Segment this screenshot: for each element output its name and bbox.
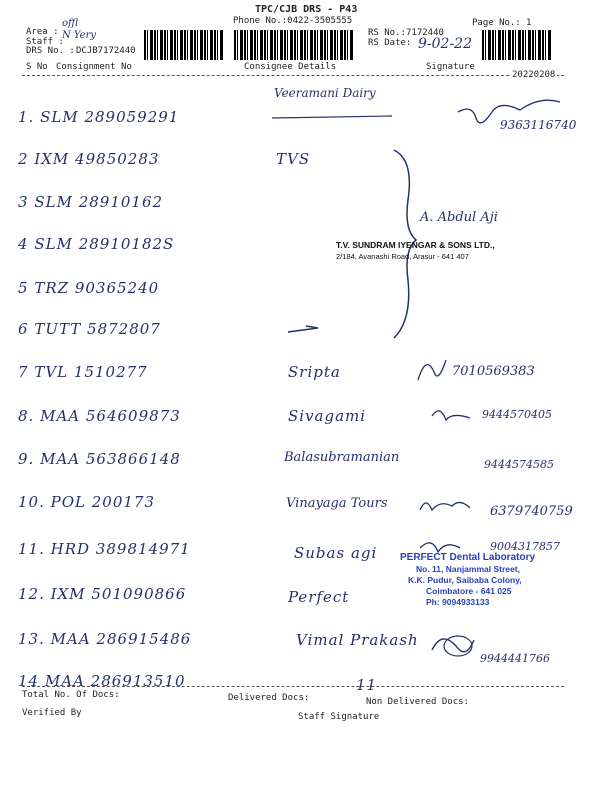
phone-number: Phone No.:0422-3505555 xyxy=(233,16,353,26)
area-value: offl xyxy=(62,18,78,29)
col-header-consignment: Consignment No xyxy=(56,62,132,72)
verified-by-label: Verified By xyxy=(22,708,82,718)
drs-value: DCJB7172440 xyxy=(76,46,136,56)
row-7-consignee: Sripta xyxy=(288,363,341,381)
row-11-consignment: HRD 389814971 xyxy=(50,540,191,558)
page-value: 1 xyxy=(526,18,532,28)
row-13-consignee: Vimal Prakash xyxy=(296,631,419,649)
perfect-stamp-line3: K.K. Pudur, Saibaba Colony, xyxy=(408,575,522,585)
row-5-consignment: TRZ 90365240 xyxy=(34,279,160,297)
row-8-consignee: Sivagami xyxy=(288,407,367,425)
tvs-stamp-line2: 2/184, Avanashi Road, Arasur - 641 407 xyxy=(336,252,469,261)
staff-signature-label: Staff Signature xyxy=(298,712,380,722)
row-4-consignment: SLM 28910182S xyxy=(34,235,175,253)
date-code: 20220208 xyxy=(512,70,556,80)
row-6-number: 6 xyxy=(18,320,29,338)
row-7-signature: 7010569383 xyxy=(452,364,535,379)
staff-label: Staff : xyxy=(26,37,64,47)
row-1-consignment: SLM 289059291 xyxy=(40,108,180,126)
row-11-signature: 9004317857 xyxy=(490,540,560,553)
area-label: Area : xyxy=(26,27,59,37)
row-2-consignment: IXM 49850283 xyxy=(34,150,160,168)
row-13-number: 13. xyxy=(18,630,45,648)
row-2-number: 2 xyxy=(18,150,29,168)
drs-label: DRS No. : xyxy=(26,46,75,56)
tvs-stamp-line1: T.V. SUNDRAM IYENGAR & SONS LTD., xyxy=(336,240,495,250)
perfect-stamp-line4: Coimbatore - 641 025 xyxy=(426,586,512,596)
rs-date-value: 9-02-22 xyxy=(418,36,472,52)
row-7-number: 7 xyxy=(18,363,29,381)
row-10-signature: 6379740759 xyxy=(490,504,573,519)
rs-date-label: RS Date: xyxy=(368,38,412,48)
row-1-consignee: Veeramani Dairy xyxy=(274,86,376,100)
row-7-consignment: TVL 1510277 xyxy=(34,363,148,381)
row-13-consignment: MAA 286915486 xyxy=(50,630,192,648)
row-12-consignee: Perfect xyxy=(288,588,350,606)
col-header-consignee: Consignee Details xyxy=(244,62,337,72)
rs-no-label: RS No.: xyxy=(368,28,406,38)
page-label: Page No.: xyxy=(472,18,521,28)
perfect-stamp-line2: No. 11, Nanjammal Street, xyxy=(416,564,520,574)
row-6-consignment: TUTT 5872807 xyxy=(34,320,161,338)
row-10-consignment: POL 200173 xyxy=(50,493,156,511)
row-3-signature: A. Abdul Aji xyxy=(420,210,498,225)
row-3-consignment: SLM 28910162 xyxy=(34,193,164,211)
row-1-signature: 9363116740 xyxy=(500,118,577,132)
row-9-number: 9. xyxy=(18,450,35,468)
delivered-docs-label: Delivered Docs: xyxy=(228,693,310,703)
row-14-signature: 9944441766 xyxy=(480,652,550,665)
row-8-number: 8. xyxy=(18,407,35,425)
non-delivered-docs-label: Non Delivered Docs: xyxy=(366,697,469,707)
row-11-number: 11. xyxy=(18,540,45,558)
col-header-signature: Signature xyxy=(426,62,475,72)
row-10-consignee: Vinayaga Tours xyxy=(286,496,388,511)
perfect-stamp-line1: PERFECT Dental Laboratory xyxy=(400,552,536,563)
total-docs-label: Total No. Of Docs: xyxy=(22,690,120,700)
row-9-signature: 9444574585 xyxy=(484,458,554,471)
row-12-consignment: IXM 501090866 xyxy=(50,585,187,603)
row-10-number: 10. xyxy=(18,493,45,511)
row-14-consignee: 11 xyxy=(356,676,378,694)
footer-divider xyxy=(22,686,564,687)
row-5-number: 5 xyxy=(18,279,29,297)
row-4-number: 4 xyxy=(18,235,29,253)
row-2-consignee: TVS xyxy=(276,150,311,168)
rs-no-value: 7172440 xyxy=(406,28,444,38)
row-8-signature: 9444570405 xyxy=(482,408,552,421)
row-9-consignment: MAA 563866148 xyxy=(40,450,181,468)
row-14-consignment: MAA 286913510 xyxy=(44,672,186,690)
col-header-sno: S No xyxy=(26,62,48,72)
staff-value: N Yery xyxy=(62,30,97,41)
row-3-number: 3 xyxy=(18,193,29,211)
row-14-number: 14 xyxy=(18,672,40,690)
row-9-consignee: Balasubramanian xyxy=(284,450,400,465)
row-1-number: 1. xyxy=(18,108,35,126)
row-8-consignment: MAA 564609873 xyxy=(40,407,181,425)
perfect-stamp-line5: Ph: 9094933133 xyxy=(426,597,490,607)
row-12-number: 12. xyxy=(18,585,45,603)
row-11-consignee: Subas agi xyxy=(294,544,378,562)
document-title: TPC/CJB DRS - P43 xyxy=(255,4,358,15)
